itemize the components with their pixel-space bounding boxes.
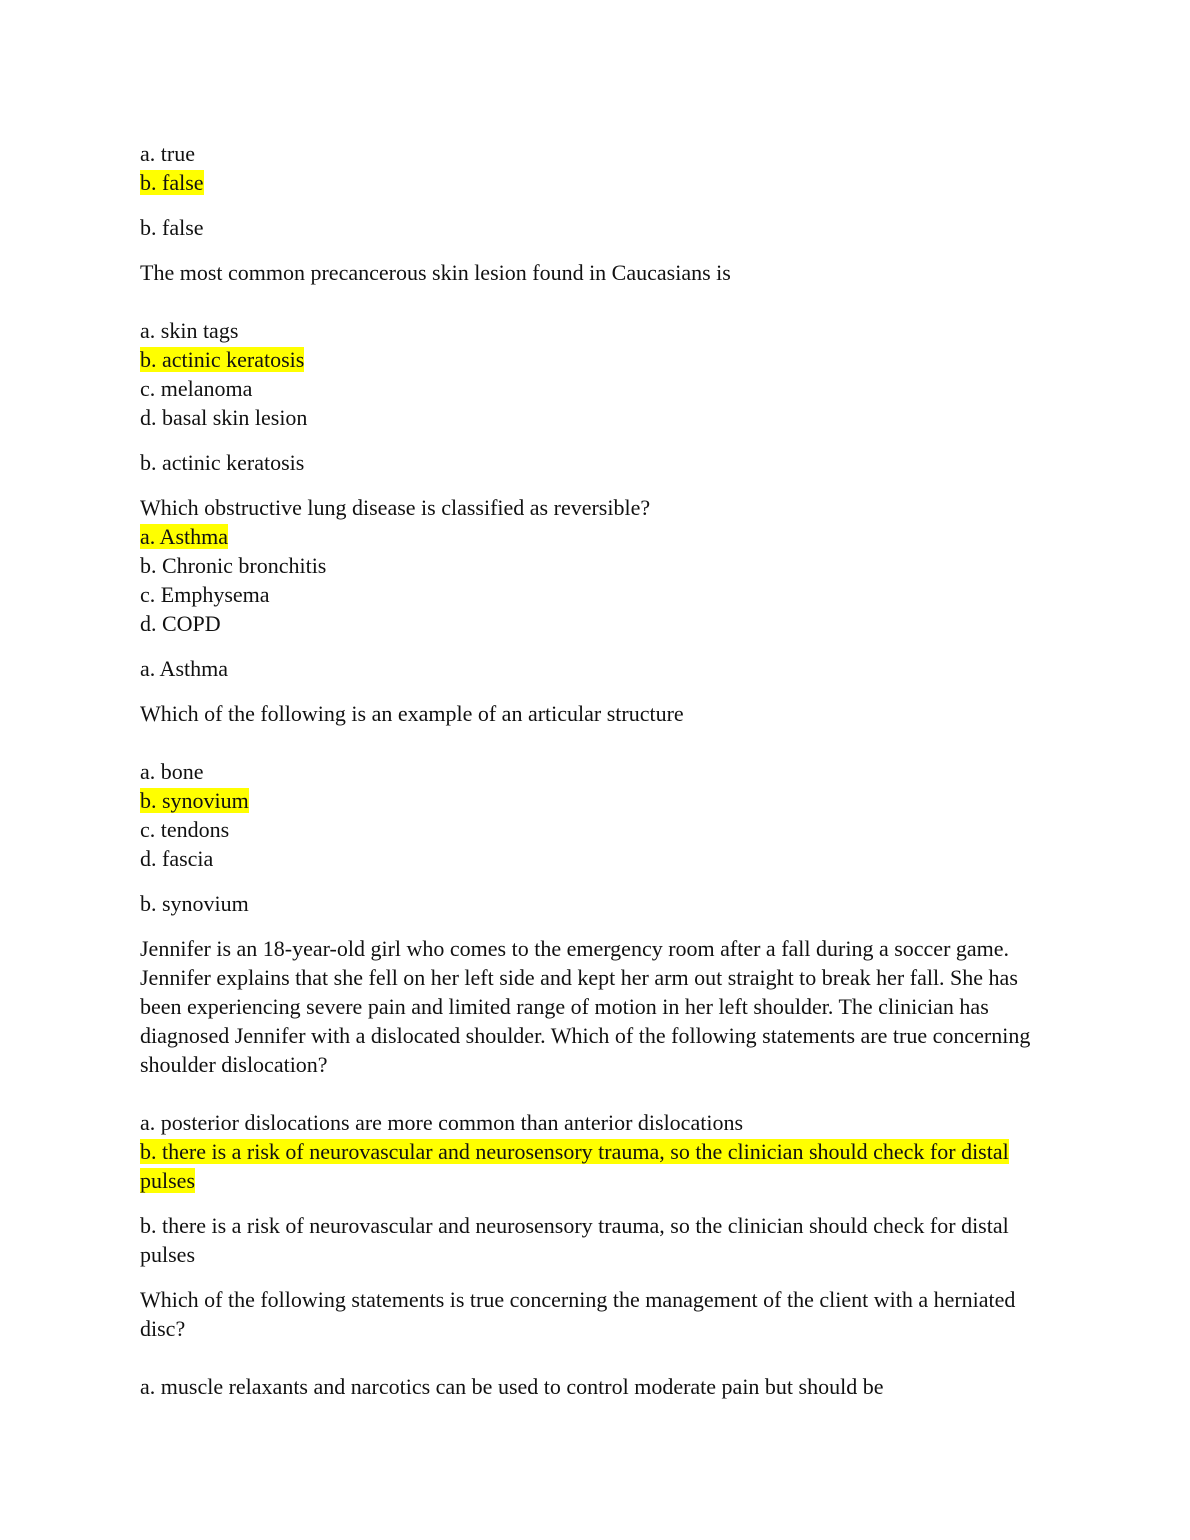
answer-line: b. false bbox=[140, 215, 204, 240]
answer-line: b. synovium bbox=[140, 891, 249, 916]
option-line-highlighted: a. Asthma bbox=[140, 524, 228, 549]
option-line-highlighted: b. synovium bbox=[140, 788, 249, 813]
option-line: a. true bbox=[140, 141, 195, 166]
option-line-highlighted: b. actinic keratosis bbox=[140, 347, 305, 372]
question-text: Which of the following is an example of an articular structure bbox=[140, 701, 684, 726]
question-text: The most common precancerous skin lesion found in Caucasians is bbox=[140, 260, 731, 285]
option-line: b. Chronic bronchitis bbox=[140, 553, 327, 578]
answer-line: a. Asthma bbox=[140, 656, 228, 681]
question-text: Which of the following statements is true concerning the management of the client with a herniated disc? bbox=[140, 1287, 1016, 1341]
option-line: a. muscle relaxants and narcotics can be used to control moderate pain but should be bbox=[140, 1374, 884, 1399]
option-line: d. basal skin lesion bbox=[140, 405, 308, 430]
option-line-highlighted: b. there is a risk of neurovascular and neurosensory trauma, so the clinician should check for distal pulses bbox=[140, 1139, 1009, 1193]
answer-line: b. there is a risk of neurovascular and neurosensory trauma, so the clinician should check for distal pulses bbox=[140, 1213, 1009, 1267]
option-line: a. posterior dislocations are more common than anterior dislocations bbox=[140, 1110, 744, 1135]
question-text: Which obstructive lung disease is classified as reversible? bbox=[140, 495, 651, 520]
answer-line: b. actinic keratosis bbox=[140, 450, 305, 475]
option-line-highlighted: b. false bbox=[140, 170, 204, 195]
option-line: c. Emphysema bbox=[140, 582, 270, 607]
option-line: d. fascia bbox=[140, 846, 214, 871]
option-line: a. bone bbox=[140, 759, 204, 784]
question-text: Jennifer is an 18-year-old girl who comes to the emergency room after a fall during a soccer game. Jennifer explains that she fell on her left side and kept her arm out straight to break her fall. She has been experiencing severe pain and limited range of motion in her left shoulder. The clinician has diagnosed Jennifer with a dislocated shoulder. Which of the following statements are true concerning shoulder dislocation? bbox=[140, 936, 1031, 1077]
option-line: c. tendons bbox=[140, 817, 230, 842]
option-line: c. melanoma bbox=[140, 376, 253, 401]
document-page bbox=[140, 139, 1040, 1401]
option-line: a. skin tags bbox=[140, 318, 239, 343]
option-line: d. COPD bbox=[140, 611, 221, 636]
